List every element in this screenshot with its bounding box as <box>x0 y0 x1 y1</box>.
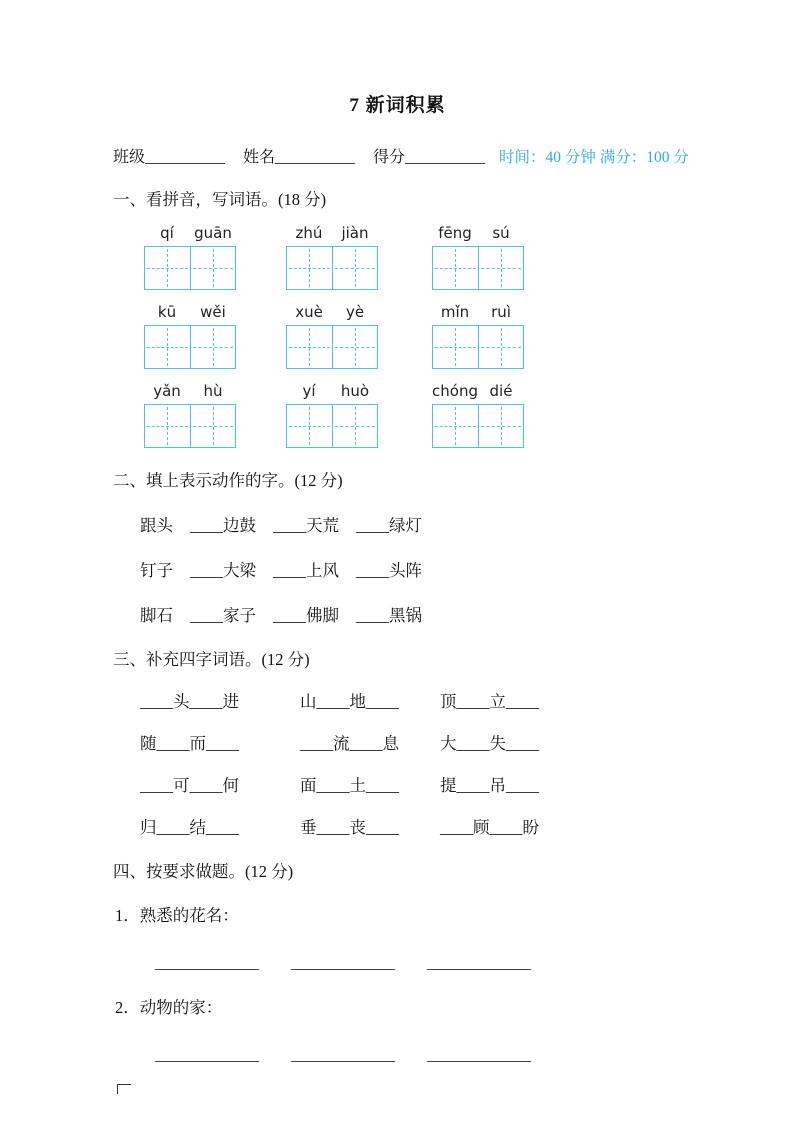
verb-item: 钉子 <box>140 561 173 580</box>
pinyin-syllable: yǎn <box>153 382 181 400</box>
verb-item: ____绿灯 <box>356 516 422 535</box>
section4-heading: 四、按要求做题。(12 分) <box>113 862 294 881</box>
header-row <box>113 144 689 167</box>
idiom-line-1 <box>140 691 682 713</box>
idiom-item: ____可____何 <box>140 776 239 795</box>
section1-heading: 一、看拼音，写词语。(18 分) <box>113 190 327 209</box>
writing-grid-cell <box>478 326 524 368</box>
pinyin-syllable: xuè <box>295 303 323 321</box>
word-block-qiguan <box>144 224 236 290</box>
pinyin-syllable: ruì <box>491 303 511 321</box>
writing-grid <box>286 246 378 290</box>
pinyin-syllable: qí <box>160 224 174 242</box>
writing-grid <box>144 404 236 448</box>
pinyin-label <box>432 382 524 401</box>
writing-grid-cell <box>332 247 378 289</box>
verb-item: ____天荒 <box>273 516 339 535</box>
idiom-item: 顶____立____ <box>440 692 539 711</box>
writing-grid <box>432 404 524 448</box>
writing-grid <box>144 246 236 290</box>
writing-grid-cell <box>478 247 524 289</box>
idiom-item: ____流____息 <box>300 734 399 753</box>
name-field <box>243 149 355 166</box>
writing-grid-cell <box>287 247 332 289</box>
writing-grid-cell <box>478 405 524 447</box>
pinyin-label <box>286 303 378 322</box>
name-blank: __________ <box>275 149 356 166</box>
pinyin-syllable: wěi <box>200 303 226 321</box>
pinyin-syllable: fēng <box>438 224 472 242</box>
pinyin-label <box>432 224 524 243</box>
idiom-line-2 <box>140 733 682 755</box>
answer-blank: _____________ <box>155 1047 259 1064</box>
verb-item: ____头阵 <box>356 561 422 580</box>
answer-blank: _____________ <box>291 955 395 972</box>
idiom-line-3 <box>140 775 682 797</box>
word-block-kuwei <box>144 303 236 369</box>
writing-grid-cell <box>332 405 378 447</box>
word-block-chongdie <box>432 382 524 448</box>
class-field <box>113 149 225 166</box>
pinyin-label <box>286 224 378 243</box>
pinyin-label <box>144 224 236 243</box>
pinyin-syllable: jiàn <box>341 224 369 242</box>
section3-heading: 三、补充四字词语。(12 分) <box>113 650 310 669</box>
pinyin-label <box>432 303 524 322</box>
idiom-item: 垂____丧____ <box>300 818 399 837</box>
writing-grid-cell <box>433 326 478 368</box>
exam-meta: 时间：40 分钟 满分：100 分 <box>499 149 689 166</box>
pinyin-syllable: mǐn <box>440 303 470 321</box>
page-title: 7 新词积累 <box>349 95 446 116</box>
score-label: 得分 <box>373 149 406 166</box>
pinyin-label <box>144 382 236 401</box>
pinyin-syllable: guān <box>194 224 232 242</box>
verb-line-3 <box>140 605 682 627</box>
pinyin-syllable: yí <box>302 382 316 400</box>
word-block-xueye <box>286 303 378 369</box>
pinyin-syllable: huò <box>340 382 370 400</box>
verb-item: 跟头 <box>140 516 173 535</box>
idiom-item: 大____失____ <box>440 734 539 753</box>
writing-grid <box>144 325 236 369</box>
writing-grid <box>432 246 524 290</box>
answer-blank: _____________ <box>155 955 259 972</box>
verb-item: ____佛脚 <box>273 606 339 625</box>
writing-grid-cell <box>332 326 378 368</box>
writing-grid-cell <box>433 405 478 447</box>
writing-grid-cell <box>145 247 190 289</box>
pinyin-syllable: kū <box>157 303 177 321</box>
answer-line-2 <box>155 1045 682 1067</box>
idiom-item: ____顾____盼 <box>440 818 539 837</box>
writing-grid-cell <box>190 326 236 368</box>
verb-item: ____上风 <box>273 561 339 580</box>
writing-grid <box>432 325 524 369</box>
pinyin-syllable: dié <box>489 382 513 400</box>
pinyin-row-2 <box>113 303 682 369</box>
idiom-item: 面____土____ <box>300 776 399 795</box>
answer-line-1 <box>155 953 682 975</box>
name-label: 姓名 <box>243 149 276 166</box>
pinyin-row-1 <box>113 224 682 290</box>
idiom-item: 山____地____ <box>300 692 399 711</box>
writing-grid <box>286 404 378 448</box>
verb-item: 脚石 <box>140 606 173 625</box>
verb-item: ____边鼓 <box>190 516 256 535</box>
answer-blank: _____________ <box>291 1047 395 1064</box>
class-blank: __________ <box>145 149 226 166</box>
pinyin-label <box>144 303 236 322</box>
verb-line-1 <box>140 515 682 537</box>
verb-line-2 <box>140 560 682 582</box>
writing-grid-cell <box>287 326 332 368</box>
pinyin-syllable: zhú <box>295 224 323 242</box>
word-block-yihuo <box>286 382 378 448</box>
page-corner-mark <box>117 1084 131 1094</box>
pinyin-label <box>286 382 378 401</box>
word-block-minrui <box>432 303 524 369</box>
question-1-label: 1．熟悉的花名： <box>115 906 239 925</box>
word-block-zhujian <box>286 224 378 290</box>
idiom-item: 提____吊____ <box>440 776 539 795</box>
writing-grid-cell <box>287 405 332 447</box>
pinyin-syllable: sú <box>492 224 510 242</box>
writing-grid-cell <box>433 247 478 289</box>
idiom-item: 归____结____ <box>140 818 239 837</box>
writing-grid <box>286 325 378 369</box>
idiom-item: 随____而____ <box>140 734 239 753</box>
verb-item: ____黑锅 <box>356 606 422 625</box>
pinyin-syllable: yè <box>345 303 365 321</box>
verb-item: ____大梁 <box>190 561 256 580</box>
class-label: 班级 <box>113 149 146 166</box>
writing-grid-cell <box>145 405 190 447</box>
pinyin-row-3 <box>113 382 682 448</box>
idiom-item: ____头____进 <box>140 692 239 711</box>
pinyin-syllable: chóng <box>432 382 478 400</box>
word-block-yanhu <box>144 382 236 448</box>
verb-item: ____家子 <box>190 606 256 625</box>
answer-blank: _____________ <box>427 955 531 972</box>
writing-grid-cell <box>190 405 236 447</box>
pinyin-syllable: hù <box>203 382 223 400</box>
student-info <box>113 144 499 167</box>
idiom-line-4 <box>140 817 682 839</box>
section2-heading: 二、填上表示动作的字。(12 分) <box>113 471 343 490</box>
answer-blank: _____________ <box>427 1047 531 1064</box>
question-2-label: 2．动物的家： <box>115 998 223 1017</box>
score-blank: __________ <box>405 149 486 166</box>
score-field <box>373 149 485 166</box>
word-block-fengsu <box>432 224 524 290</box>
writing-grid-cell <box>190 247 236 289</box>
writing-grid-cell <box>145 326 190 368</box>
